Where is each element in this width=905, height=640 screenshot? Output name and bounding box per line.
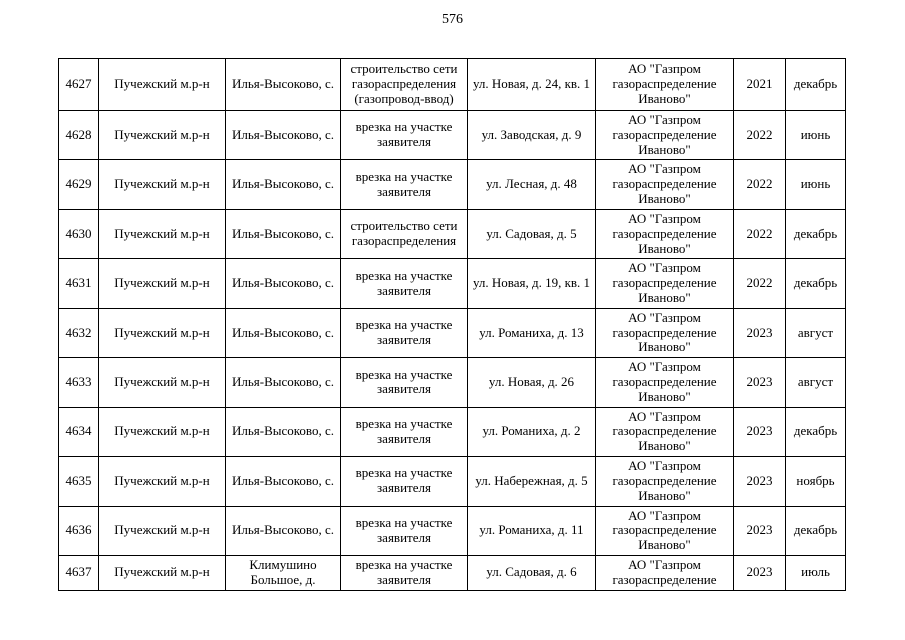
cell-district: Пучежский м.р-н <box>99 308 226 357</box>
cell-row-number: 4633 <box>59 358 99 407</box>
cell-organization: АО "Газпром газораспределение Иваново" <box>596 259 734 308</box>
cell-work-type: врезка на участке заявителя <box>341 308 468 357</box>
cell-month: декабрь <box>786 407 846 456</box>
cell-month: декабрь <box>786 506 846 555</box>
cell-settlement: Илья-Высоково, с. <box>226 259 341 308</box>
cell-address: ул. Садовая, д. 6 <box>468 555 596 590</box>
table-row <box>59 209 846 258</box>
cell-settlement: Илья-Высоково, с. <box>226 111 341 160</box>
cell-settlement: Климушино Большое, д. <box>226 555 341 590</box>
cell-organization: АО "Газпром газораспределение Иваново" <box>596 308 734 357</box>
cell-year: 2022 <box>734 160 786 209</box>
cell-row-number: 4630 <box>59 209 99 258</box>
table-row <box>59 358 846 407</box>
cell-address: ул. Романиха, д. 13 <box>468 308 596 357</box>
cell-year: 2022 <box>734 259 786 308</box>
cell-row-number: 4627 <box>59 59 99 111</box>
table-row <box>59 457 846 506</box>
cell-settlement: Илья-Высоково, с. <box>226 59 341 111</box>
cell-year: 2022 <box>734 111 786 160</box>
table-row <box>59 506 846 555</box>
cell-settlement: Илья-Высоково, с. <box>226 457 341 506</box>
cell-district: Пучежский м.р-н <box>99 160 226 209</box>
cell-year: 2023 <box>734 308 786 357</box>
cell-address: ул. Романиха, д. 2 <box>468 407 596 456</box>
cell-settlement: Илья-Высоково, с. <box>226 358 341 407</box>
cell-month: июнь <box>786 160 846 209</box>
page-number: 576 <box>442 12 463 27</box>
gas-connections-table <box>58 58 846 591</box>
cell-organization: АО "Газпром газораспределение Иваново" <box>596 209 734 258</box>
cell-month: август <box>786 308 846 357</box>
cell-district: Пучежский м.р-н <box>99 59 226 111</box>
cell-year: 2023 <box>734 555 786 590</box>
cell-address: ул. Новая, д. 19, кв. 1 <box>468 259 596 308</box>
cell-address: ул. Набережная, д. 5 <box>468 457 596 506</box>
cell-district: Пучежский м.р-н <box>99 407 226 456</box>
cell-year: 2022 <box>734 209 786 258</box>
cell-address: ул. Романиха, д. 11 <box>468 506 596 555</box>
cell-organization: АО "Газпром газораспределение Иваново" <box>596 111 734 160</box>
cell-district: Пучежский м.р-н <box>99 555 226 590</box>
cell-month: ноябрь <box>786 457 846 506</box>
cell-year: 2023 <box>734 358 786 407</box>
cell-work-type: врезка на участке заявителя <box>341 506 468 555</box>
cell-work-type: врезка на участке заявителя <box>341 259 468 308</box>
cell-row-number: 4635 <box>59 457 99 506</box>
cell-settlement: Илья-Высоково, с. <box>226 160 341 209</box>
cell-month: декабрь <box>786 59 846 111</box>
cell-work-type: врезка на участке заявителя <box>341 358 468 407</box>
cell-settlement: Илья-Высоково, с. <box>226 407 341 456</box>
cell-row-number: 4629 <box>59 160 99 209</box>
cell-work-type: врезка на участке заявителя <box>341 457 468 506</box>
cell-settlement: Илья-Высоково, с. <box>226 209 341 258</box>
cell-row-number: 4636 <box>59 506 99 555</box>
cell-settlement: Илья-Высоково, с. <box>226 506 341 555</box>
cell-row-number: 4637 <box>59 555 99 590</box>
cell-work-type: врезка на участке заявителя <box>341 407 468 456</box>
cell-address: ул. Лесная, д. 48 <box>468 160 596 209</box>
cell-work-type: строительство сети газораспределения <box>341 209 468 258</box>
cell-year: 2023 <box>734 457 786 506</box>
table-row <box>59 259 846 308</box>
table-row <box>59 59 846 111</box>
cell-settlement: Илья-Высоково, с. <box>226 308 341 357</box>
table-row <box>59 308 846 357</box>
cell-month: июнь <box>786 111 846 160</box>
cell-organization: АО "Газпром газораспределение Иваново" <box>596 160 734 209</box>
cell-organization: АО "Газпром газораспределение <box>596 555 734 590</box>
cell-district: Пучежский м.р-н <box>99 457 226 506</box>
cell-row-number: 4632 <box>59 308 99 357</box>
cell-district: Пучежский м.р-н <box>99 259 226 308</box>
cell-month: июль <box>786 555 846 590</box>
cell-year: 2023 <box>734 506 786 555</box>
cell-district: Пучежский м.р-н <box>99 111 226 160</box>
cell-year: 2023 <box>734 407 786 456</box>
cell-organization: АО "Газпром газораспределение Иваново" <box>596 457 734 506</box>
cell-district: Пучежский м.р-н <box>99 358 226 407</box>
cell-row-number: 4631 <box>59 259 99 308</box>
cell-address: ул. Новая, д. 26 <box>468 358 596 407</box>
cell-district: Пучежский м.р-н <box>99 209 226 258</box>
cell-work-type: строительство сети газораспределения (газопровод-ввод) <box>341 59 468 111</box>
cell-month: декабрь <box>786 209 846 258</box>
cell-work-type: врезка на участке заявителя <box>341 111 468 160</box>
cell-work-type: врезка на участке заявителя <box>341 555 468 590</box>
cell-row-number: 4628 <box>59 111 99 160</box>
cell-month: август <box>786 358 846 407</box>
cell-work-type: врезка на участке заявителя <box>341 160 468 209</box>
cell-organization: АО "Газпром газораспределение Иваново" <box>596 358 734 407</box>
cell-district: Пучежский м.р-н <box>99 506 226 555</box>
table-row <box>59 407 846 456</box>
table-row <box>59 555 846 590</box>
cell-address: ул. Заводская, д. 9 <box>468 111 596 160</box>
cell-year: 2021 <box>734 59 786 111</box>
table-row <box>59 160 846 209</box>
cell-address: ул. Новая, д. 24, кв. 1 <box>468 59 596 111</box>
cell-address: ул. Садовая, д. 5 <box>468 209 596 258</box>
cell-month: декабрь <box>786 259 846 308</box>
cell-organization: АО "Газпром газораспределение Иваново" <box>596 59 734 111</box>
cell-organization: АО "Газпром газораспределение Иваново" <box>596 506 734 555</box>
cell-organization: АО "Газпром газораспределение Иваново" <box>596 407 734 456</box>
cell-row-number: 4634 <box>59 407 99 456</box>
table-row <box>59 111 846 160</box>
